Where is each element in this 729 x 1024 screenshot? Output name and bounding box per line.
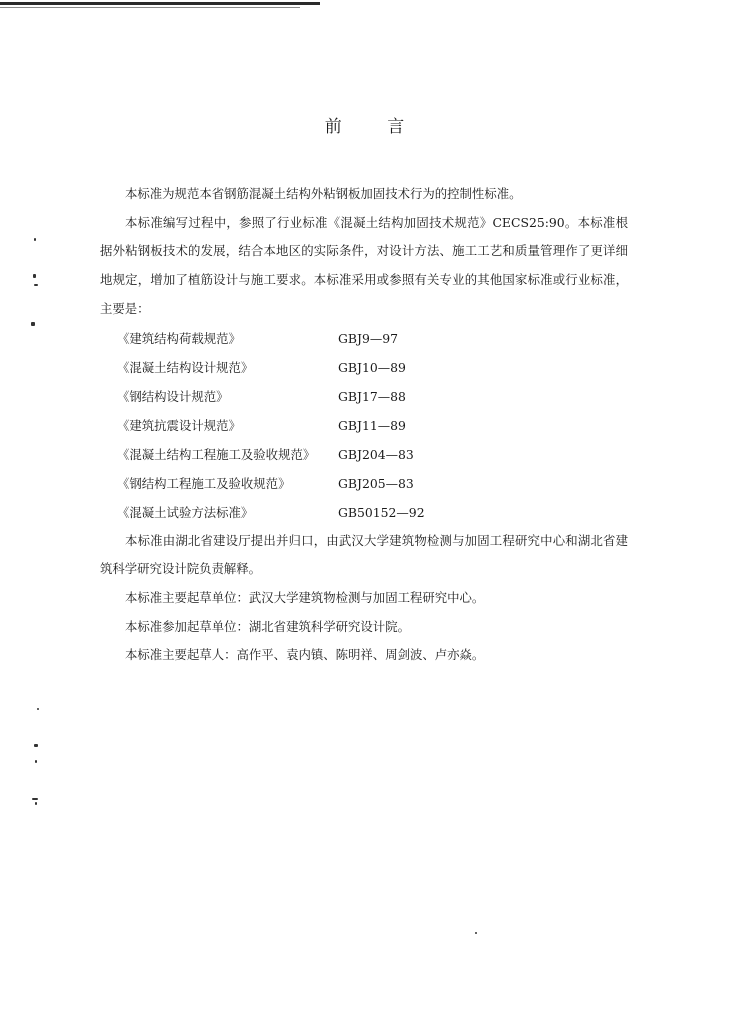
reference-item <box>100 382 628 411</box>
reference-code: GBJ204—83 <box>338 446 414 462</box>
closing-paragraph-2: 本标准主要起草单位：武汉大学建筑物检测与加固工程研究中心。 <box>125 589 485 605</box>
scan-speck <box>475 932 477 934</box>
reference-item <box>100 469 628 498</box>
reference-code: GB50152—92 <box>338 504 425 520</box>
top-rule <box>0 2 320 5</box>
scan-speck <box>35 802 37 805</box>
scan-speck <box>34 238 36 241</box>
scan-speck <box>34 284 38 286</box>
scan-speck <box>35 760 37 763</box>
scan-speck <box>31 322 35 326</box>
scan-speck <box>37 708 39 710</box>
page-title: 前 言 <box>324 117 425 137</box>
reference-code: GBJ205—83 <box>338 475 414 491</box>
reference-code: GBJ10—89 <box>338 359 406 375</box>
reference-item <box>100 440 628 469</box>
reference-title: 《混凝土结构工程施工及验收规范》 <box>117 446 316 462</box>
reference-title: 《建筑结构荷载规范》 <box>117 330 241 346</box>
reference-code: GBJ11—89 <box>338 417 406 433</box>
reference-item <box>100 498 628 527</box>
scan-speck <box>33 274 36 278</box>
reference-code: GBJ9—97 <box>338 330 399 346</box>
intro-paragraph-2: 本标准编写过程中，参照了行业标准《混凝土结构加固技术规范》CECS25:90。本标准根据外粘钢板技术的发展，结合本地区的实际条件，对设计方法、施工工艺和质量管理作了更详细地规定，增加了植筋设计与施工要求。本标准采用或参照有关专业的其他国家标准或行业标准，主要是： <box>100 214 628 316</box>
reference-code: GBJ17—88 <box>338 388 406 404</box>
reference-item <box>100 411 628 440</box>
preface-body <box>100 180 628 670</box>
reference-item <box>100 353 628 382</box>
reference-title: 《钢结构设计规范》 <box>117 388 229 404</box>
reference-title: 《混凝土试验方法标准》 <box>117 504 254 520</box>
closing-paragraph-1: 本标准由湖北省建设厅提出并归口，由武汉大学建筑物检测与加固工程研究中心和湖北省建筑科学研究设计院负责解释。 <box>100 532 628 577</box>
scan-speck <box>32 798 38 800</box>
closing-paragraph-3: 本标准参加起草单位：湖北省建筑科学研究设计院。 <box>125 618 410 634</box>
reference-title: 《建筑抗震设计规范》 <box>117 417 241 433</box>
reference-title: 《钢结构工程施工及验收规范》 <box>117 475 291 491</box>
reference-item <box>100 324 628 353</box>
intro-paragraph-1: 本标准为规范本省钢筋混凝土结构外粘钢板加固技术行为的控制性标准。 <box>125 186 522 201</box>
scan-speck <box>34 744 38 747</box>
reference-list <box>100 324 628 527</box>
closing-paragraph-4: 本标准主要起草人：高作平、袁内镇、陈明祥、周剑波、卢亦焱。 <box>125 647 485 663</box>
reference-title: 《混凝土结构设计规范》 <box>117 359 254 375</box>
